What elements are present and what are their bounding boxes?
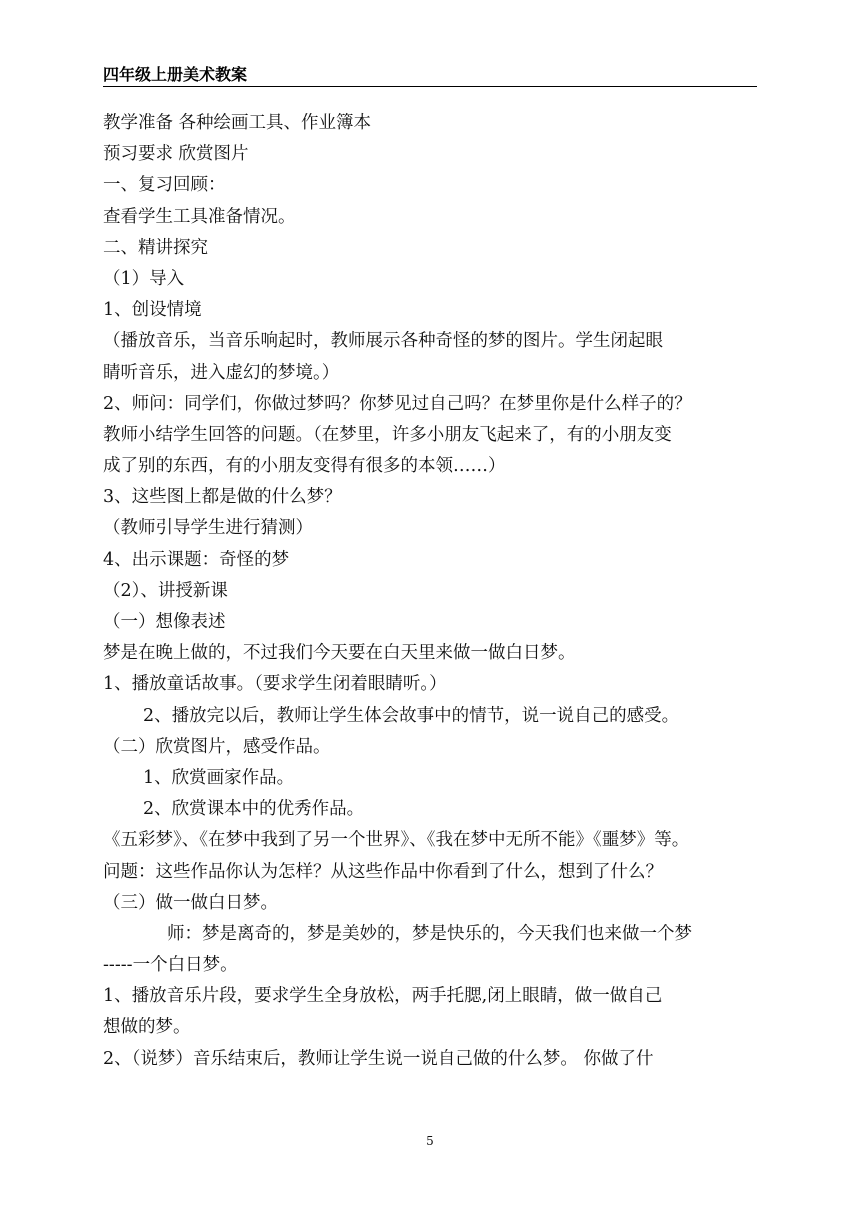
text-line: 二、精讲探究 <box>103 237 208 258</box>
text-line: 1、播放音乐片段，要求学生全身放松，两手托腮,闭上眼睛，做一做自己 <box>103 986 663 1007</box>
text-line: 想做的梦。 <box>103 1017 191 1038</box>
text-line: 睛听音乐，进入虚幻的梦境。） <box>103 362 340 383</box>
text-line: -----一个白日梦。 <box>103 955 238 976</box>
text-line: （播放音乐，当音乐响起时，教师展示各种奇怪的梦的图片。学生闭起眼 <box>103 331 663 352</box>
text-line: 成了别的东西，有的小朋友变得有很多的本领……） <box>103 456 506 477</box>
text-line: （一）想像表述 <box>103 612 226 632</box>
text-line: 《五彩梦》、《在梦中我到了另一个世界》、《我在梦中无所不能》《噩梦》等。 <box>103 830 690 851</box>
text-line: 问题：这些作品你认为怎样？从这些作品中你看到了什么，想到了什么？ <box>103 861 663 882</box>
text-line: （二）欣赏图片，感受作品。 <box>103 736 331 757</box>
text-line: 预习要求 欣赏图片 <box>103 144 249 165</box>
text-line: 师：梦是离奇的，梦是美妙的，梦是快乐的，今天我们也来做一个梦 <box>167 923 692 944</box>
text-line: （教师引导学生进行猜测） <box>103 518 313 539</box>
text-line: 2、（说梦）音乐结束后，教师让学生说一说自己做的什么梦。 你做了什 <box>103 1048 654 1069</box>
text-line: 教学准备 各种绘画工具、作业簿本 <box>103 113 372 133</box>
text-line: 1、创设情境 <box>103 300 202 321</box>
text-line: 2、师问：同学们，你做过梦吗？你梦见过自己吗？在梦里你是什么样子的？ <box>103 393 692 414</box>
text-line: 1、播放童话故事。（要求学生闭着眼睛听。） <box>103 674 447 695</box>
text-line: 2、欣赏课本中的优秀作品。 <box>143 799 365 820</box>
lesson-plan-body <box>103 108 763 1075</box>
text-line: 一、复习回顾： <box>103 175 226 196</box>
page-number: 5 <box>426 1134 434 1148</box>
text-line: 1、欣赏画家作品。 <box>143 767 295 788</box>
text-line: （三）做一做白日梦。 <box>103 892 278 913</box>
text-line: （1）导入 <box>103 268 185 289</box>
page-header <box>103 56 757 87</box>
text-line: 4、出示课题：奇怪的梦 <box>103 549 290 570</box>
header-title: 四年级上册美术教案 <box>103 65 248 84</box>
text-line: 查看学生工具准备情况。 <box>103 206 296 227</box>
text-line: 梦是在晚上做的，不过我们今天要在白天里来做一做白日梦。 <box>103 643 576 664</box>
text-line: 3、这些图上都是做的什么梦？ <box>103 487 342 508</box>
text-line: 2、播放完以后，教师让学生体会故事中的情节，说一说自己的感受。 <box>143 705 680 726</box>
text-line: （2）、讲授新课 <box>103 580 228 601</box>
text-line: 教师小结学生回答的问题。（在梦里，许多小朋友飞起来了，有的小朋友变 <box>103 424 672 445</box>
